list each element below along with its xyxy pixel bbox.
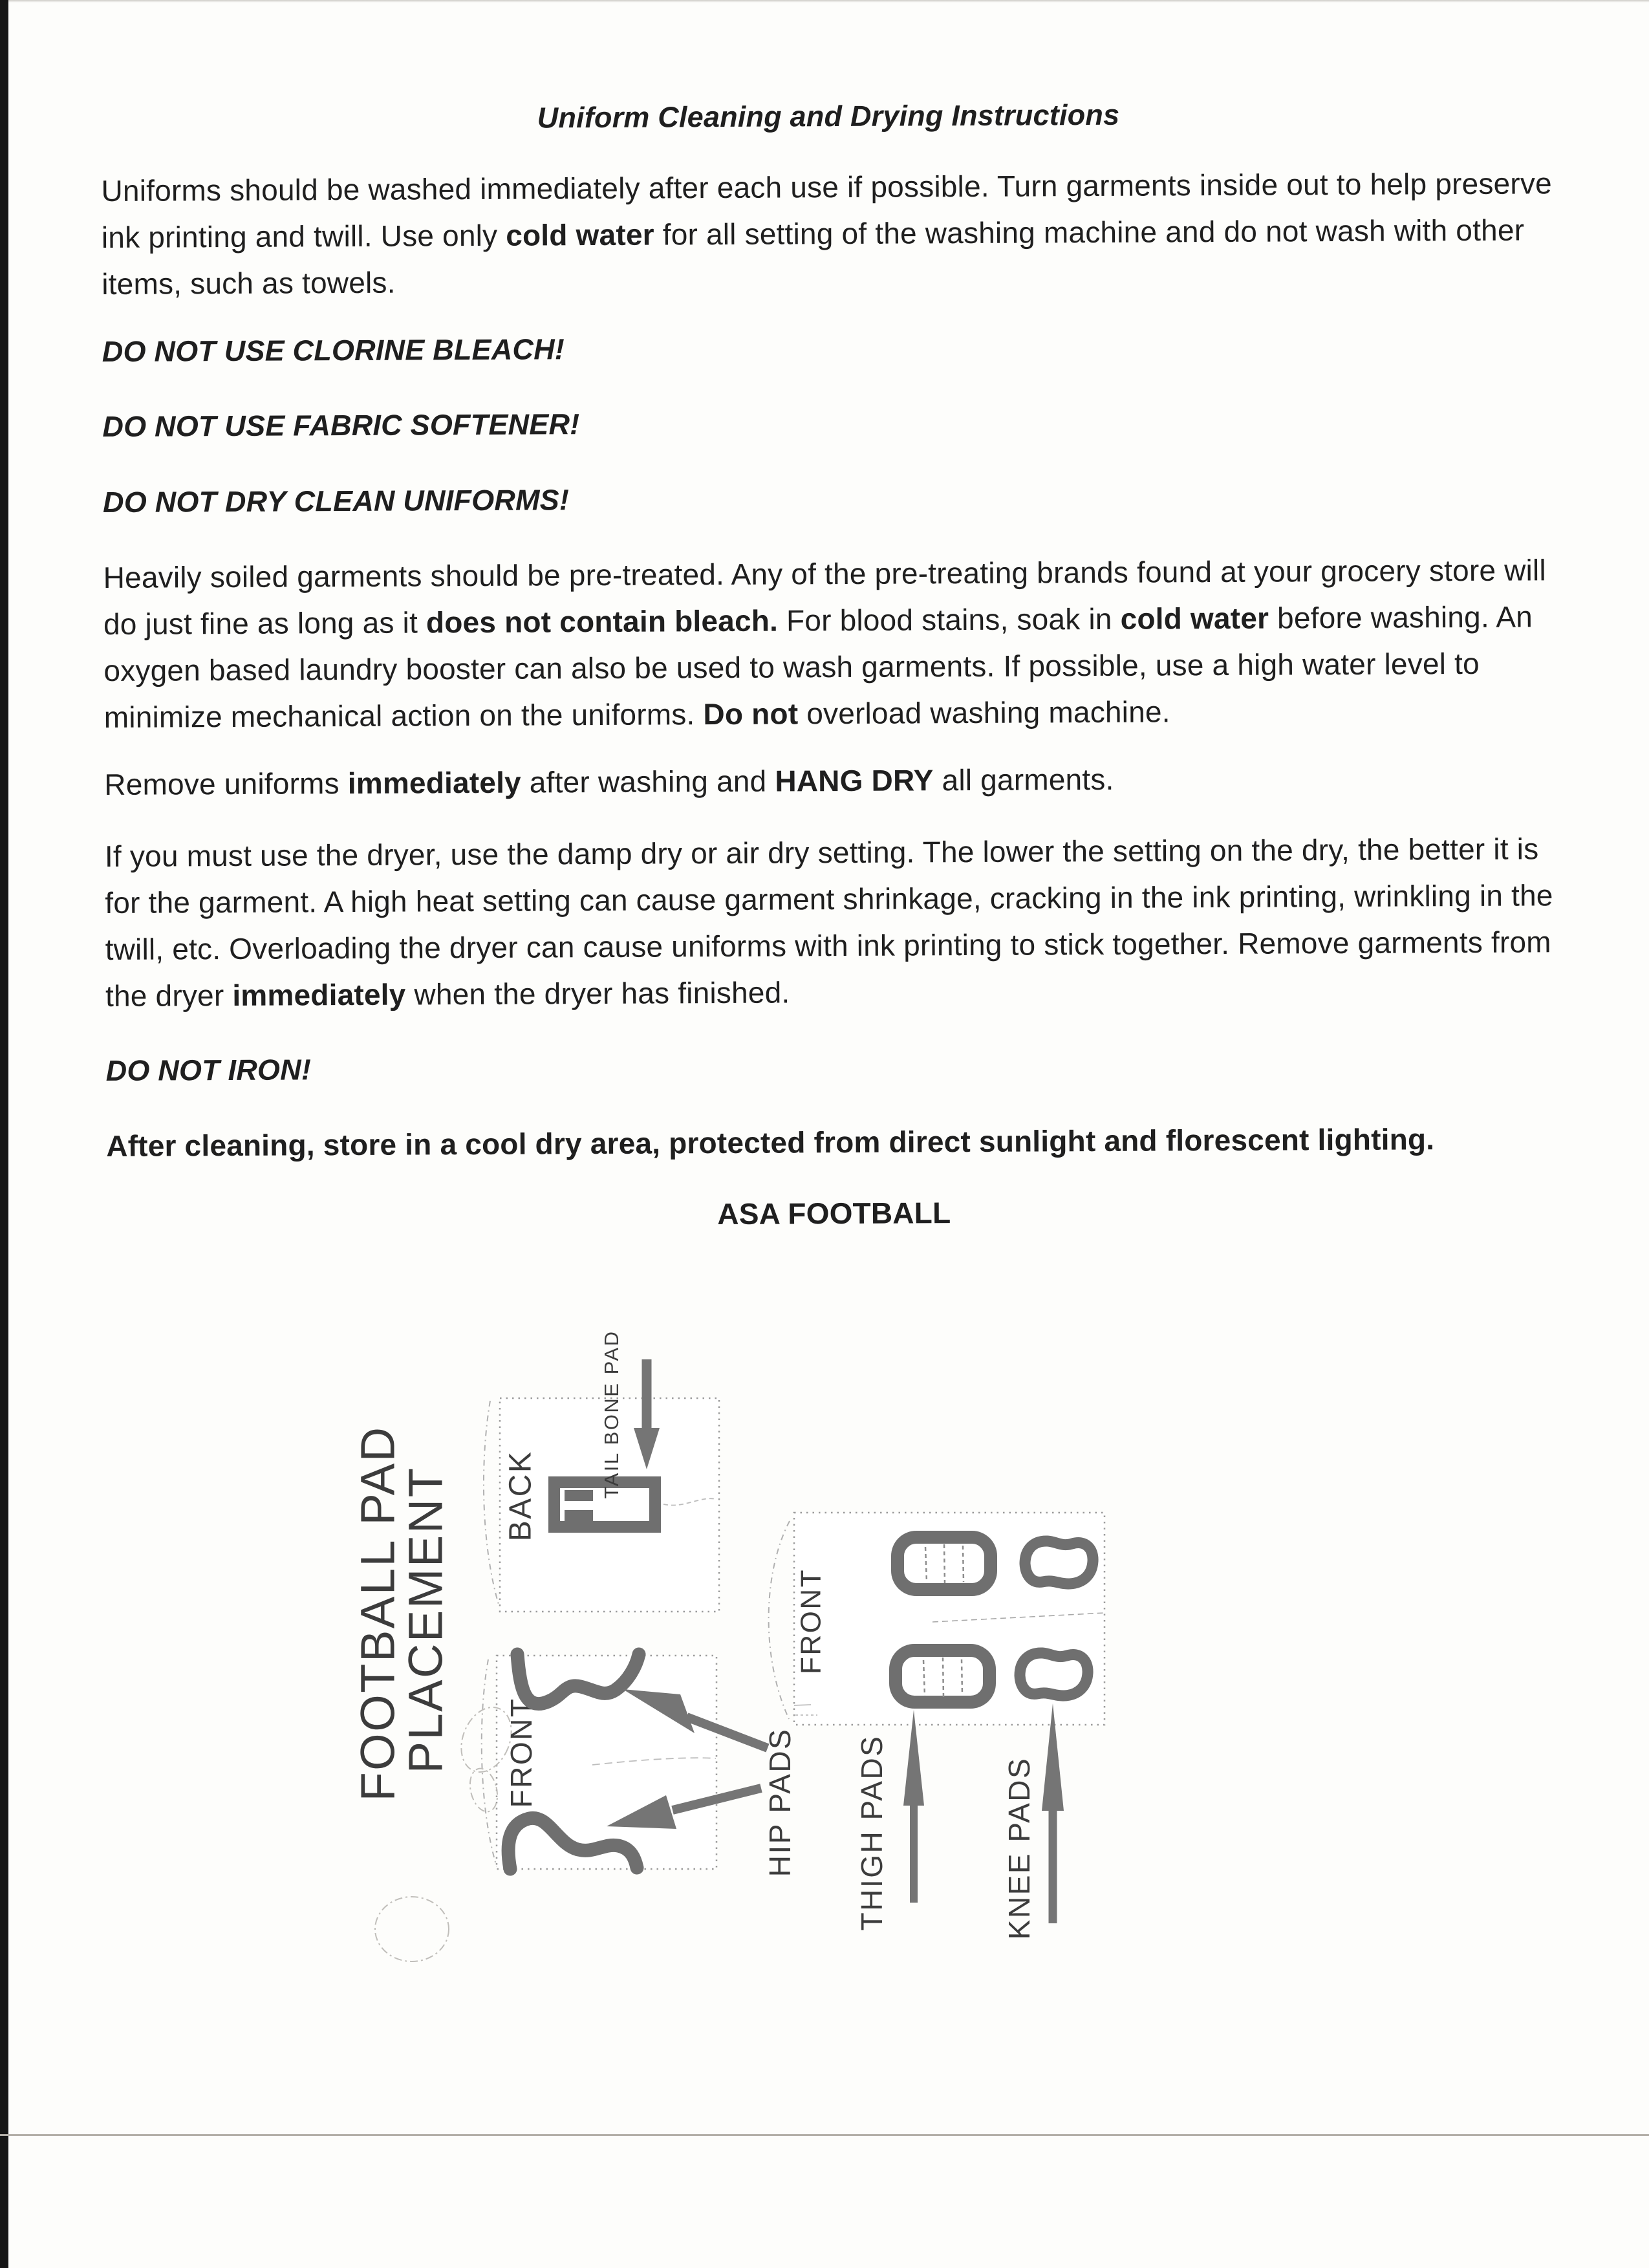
text-segment: Remove uniforms (104, 766, 348, 801)
text-segment: before washing. An oxygen based laundry booster can also be used to wash garments. If possible, use a high water level to minimize mechanical action on the uniforms. (103, 599, 1533, 734)
text-segment: overload washing machine. (798, 695, 1170, 731)
text-segment: Uniforms should be washed immediately after each use if possible. Turn garments inside out to help preserve ink printing and twill. Use only (101, 166, 1552, 254)
para-dryer (105, 825, 1560, 1019)
text-segment: for all setting of the washing machine and do not wash with other items, such as towels. (102, 213, 1525, 301)
bold-text: immediately (232, 977, 406, 1012)
diagram-title-line1: FOOTBALL PAD (350, 1425, 405, 1802)
pants-panel-fabric-curve (769, 1521, 790, 1719)
knee-pads-label: KNEE PADS (1002, 1756, 1037, 1940)
shorts-front-label: FRONT (504, 1697, 539, 1808)
warning-no-iron: DO NOT IRON! (105, 1053, 312, 1087)
football-pad-placement-diagram (323, 1326, 1183, 2011)
diagram-title-line2: PLACEMENT (398, 1466, 453, 1774)
tail-bone-pad-slot (565, 1490, 593, 1501)
bold-text: cold water (506, 217, 654, 252)
text-segment: For blood stains, soak in (777, 601, 1121, 638)
thigh-pads-label: THIGH PADS (855, 1734, 889, 1931)
document-title: Uniform Cleaning and Drying Instructions (537, 98, 1120, 135)
text-segment: Heavily soiled garments should be pre-treated. Any of the pre-treating brands found at your grocery store will do just fine as long as it (103, 553, 1546, 641)
bold-text: HANG DRY (775, 763, 934, 798)
text-segment: If you must use the dryer, use the damp dry or air dry setting. The lower the setting on the dry, the better it is for the garment. A high heat setting can cause garment shrinkage, cracking in the ink printing, wrinkling in the twill, etc. Overloading the dryer can cause uniforms with ink printing to stick together. Remove garments from the dryer (104, 832, 1553, 1013)
scanner-edge-strip (0, 0, 8, 2268)
para-hang-dry (104, 753, 1559, 808)
paper-bottom-edge (0, 2134, 1649, 2136)
shorts-panel-fabric-curve (482, 1659, 497, 1866)
para-washing-instructions (101, 160, 1557, 307)
back-panel-fabric-curve (484, 1401, 499, 1606)
tail-bone-pad-label: TAIL BONE PAD (600, 1330, 623, 1499)
scan-top-shadow (8, 0, 1649, 3)
back-panel-label: BACK (503, 1450, 538, 1542)
text-segment: after washing and (521, 764, 775, 799)
para-storage: After cleaning, store in a cool dry area, protected from direct sunlight and florescent lighting. (106, 1122, 1435, 1163)
text-segment: all garments. (933, 762, 1114, 797)
bold-text: cold water (1120, 601, 1269, 636)
text-segment: when the dryer has finished. (405, 975, 790, 1011)
bold-text: immediately (347, 765, 522, 801)
para-pretreat (103, 546, 1558, 740)
pants-front-label: FRONT (795, 1568, 827, 1675)
warning-no-dry-clean: DO NOT DRY CLEAN UNIFORMS! (102, 483, 570, 519)
warning-no-softener: DO NOT USE FABRIC SOFTENER! (102, 407, 580, 443)
team-heading: ASA FOOTBALL (717, 1196, 951, 1231)
bold-text: does not contain bleach. (426, 603, 779, 640)
warning-no-bleach: DO NOT USE CLORINE BLEACH! (102, 332, 565, 368)
hip-pads-label: HIP PADS (763, 1727, 797, 1877)
sketch-oval (375, 1897, 449, 1961)
tail-bone-pad-slot (565, 1510, 593, 1521)
bold-text: Do not (703, 697, 799, 731)
